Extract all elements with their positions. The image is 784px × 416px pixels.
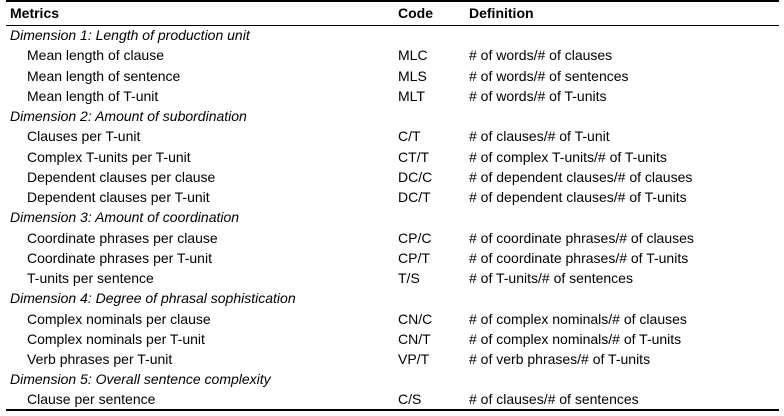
metric-code: MLT xyxy=(398,87,425,104)
metric-code: DC/T xyxy=(398,189,431,206)
table-row xyxy=(6,309,779,329)
metric-code: CP/C xyxy=(398,229,432,246)
header-definition: Definition xyxy=(465,1,779,25)
dimension-row xyxy=(6,106,779,126)
dimension-row xyxy=(6,25,779,45)
metrics-table-container xyxy=(6,0,779,411)
metric-definition: # of verb phrases/# of T-units xyxy=(469,351,651,368)
metric-definition: # of clauses/# of sentences xyxy=(465,390,779,410)
dimension-row xyxy=(6,369,779,389)
dimension-title: Dimension 5: Overall sentence complexity xyxy=(10,371,271,388)
metric-definition: # of complex nominals/# of clauses xyxy=(469,310,687,327)
metric-code: C/S xyxy=(394,390,465,410)
dimension-title: Dimension 4: Degree of phrasal sophistication xyxy=(10,290,296,307)
metric-definition: # of dependent clauses/# of T-units xyxy=(469,189,687,206)
metric-name: Coordinate phrases per T-unit xyxy=(27,249,212,266)
metric-code: CN/C xyxy=(398,310,433,327)
metric-definition: # of complex T-units/# of T-units xyxy=(469,148,667,165)
table-row xyxy=(6,126,779,146)
metric-definition: # of words/# of T-units xyxy=(469,87,607,104)
metric-code: C/T xyxy=(398,128,421,145)
dimension-title: Dimension 1: Length of production unit xyxy=(10,27,250,44)
metric-definition: # of T-units/# of sentences xyxy=(469,270,633,287)
metric-code: CT/T xyxy=(398,148,430,165)
metric-name: Mean length of sentence xyxy=(27,67,181,84)
metric-name: Verb phrases per T-unit xyxy=(27,351,173,368)
header-code: Code xyxy=(394,1,465,25)
table-row xyxy=(6,45,779,65)
metric-code: MLC xyxy=(398,47,428,64)
metric-definition: # of coordinate phrases/# of clauses xyxy=(469,229,694,246)
dimension-row xyxy=(6,288,779,308)
metric-name: Clauses per T-unit xyxy=(27,128,141,145)
metric-code: CN/T xyxy=(398,330,431,347)
table-row xyxy=(6,268,779,288)
table-row xyxy=(6,66,779,86)
metric-name: Coordinate phrases per clause xyxy=(27,229,218,246)
table-row xyxy=(6,86,779,106)
table-row xyxy=(6,390,779,410)
dimension-title: Dimension 3: Amount of coordination xyxy=(10,209,240,226)
metric-code: T/S xyxy=(398,270,420,287)
metric-name: T-units per sentence xyxy=(27,270,154,287)
table-header xyxy=(6,1,779,25)
metric-definition: # of clauses/# of T-unit xyxy=(469,128,610,145)
metric-name: Dependent clauses per T-unit xyxy=(27,189,210,206)
table-row xyxy=(6,167,779,187)
table-row xyxy=(6,187,779,207)
metric-definition: # of words/# of clauses xyxy=(469,47,613,64)
dimension-row xyxy=(6,207,779,227)
metric-definition: # of words/# of sentences xyxy=(469,67,629,84)
metric-definition: # of complex nominals/# of T-units xyxy=(469,330,682,347)
metric-name: Clause per sentence xyxy=(6,390,394,410)
header-metrics: Metrics xyxy=(6,1,394,25)
table-row xyxy=(6,349,779,369)
metric-code: MLS xyxy=(398,67,427,84)
dimension-title: Dimension 2: Amount of subordination xyxy=(10,108,247,125)
metric-code: CP/T xyxy=(398,249,430,266)
metrics-table xyxy=(6,0,779,411)
metric-name: Mean length of clause xyxy=(27,47,164,64)
table-row xyxy=(6,329,779,349)
table-body xyxy=(6,25,779,410)
table-row xyxy=(6,228,779,248)
metric-name: Complex T-units per T-unit xyxy=(27,148,191,165)
table-row xyxy=(6,147,779,167)
metric-name: Dependent clauses per clause xyxy=(27,168,216,185)
metric-name: Complex nominals per clause xyxy=(27,310,211,327)
metric-definition: # of coordinate phrases/# of T-units xyxy=(469,249,689,266)
table-row xyxy=(6,248,779,268)
metric-definition: # of dependent clauses/# of clauses xyxy=(469,168,693,185)
metric-name: Complex nominals per T-unit xyxy=(27,330,205,347)
metric-code: DC/C xyxy=(398,168,433,185)
header-row xyxy=(6,1,779,25)
metric-code: VP/T xyxy=(398,351,430,368)
metric-name: Mean length of T-unit xyxy=(27,87,159,104)
